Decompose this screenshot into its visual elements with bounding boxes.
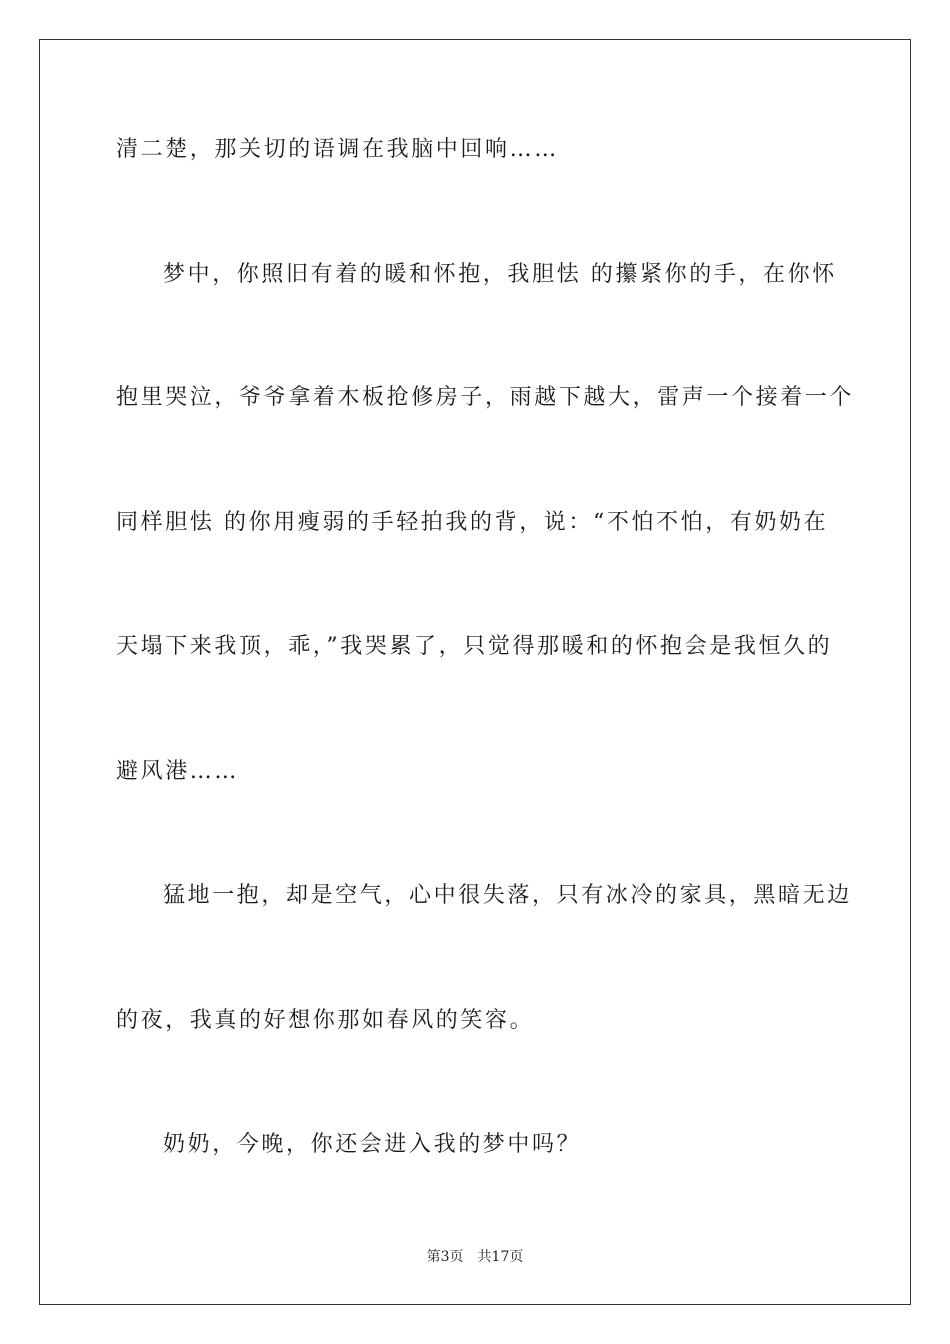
text-line-7: 猛地一抱，却是空气，心中很失落，只有冰冷的家具，黑暗无边 <box>163 883 852 908</box>
text-line-3: 抱里哭泣，爷爷拿着木板抢修房子，雨越下越大，雷声一个接着一个 <box>116 385 855 410</box>
page-total: 共17页 <box>477 1249 524 1265</box>
text-line-2: 梦中，你照旧有着的暖和怀抱，我胆怯 的攥紧你的手，在你怀 <box>163 262 837 287</box>
text-line-6: 避风港…… <box>116 759 240 784</box>
page-footer <box>0 1247 950 1267</box>
page-number: 第3页 <box>426 1249 464 1265</box>
text-line-8: 的夜，我真的好想你那如春风的笑容。 <box>116 1008 535 1033</box>
text-line-9: 奶奶，今晚，你还会进入我的梦中吗？ <box>163 1132 582 1157</box>
text-line-4: 同样胆怯 的你用瘦弱的手轻拍我的背，说：“不怕不怕，有奶奶在 <box>116 510 829 535</box>
page-frame <box>39 39 911 1305</box>
text-line-1: 清二楚，那关切的语调在我脑中回响…… <box>116 137 559 162</box>
text-line-5: 天塌下来我顶，乖，”我哭累了，只觉得那暖和的怀抱会是我恒久的 <box>116 634 833 659</box>
